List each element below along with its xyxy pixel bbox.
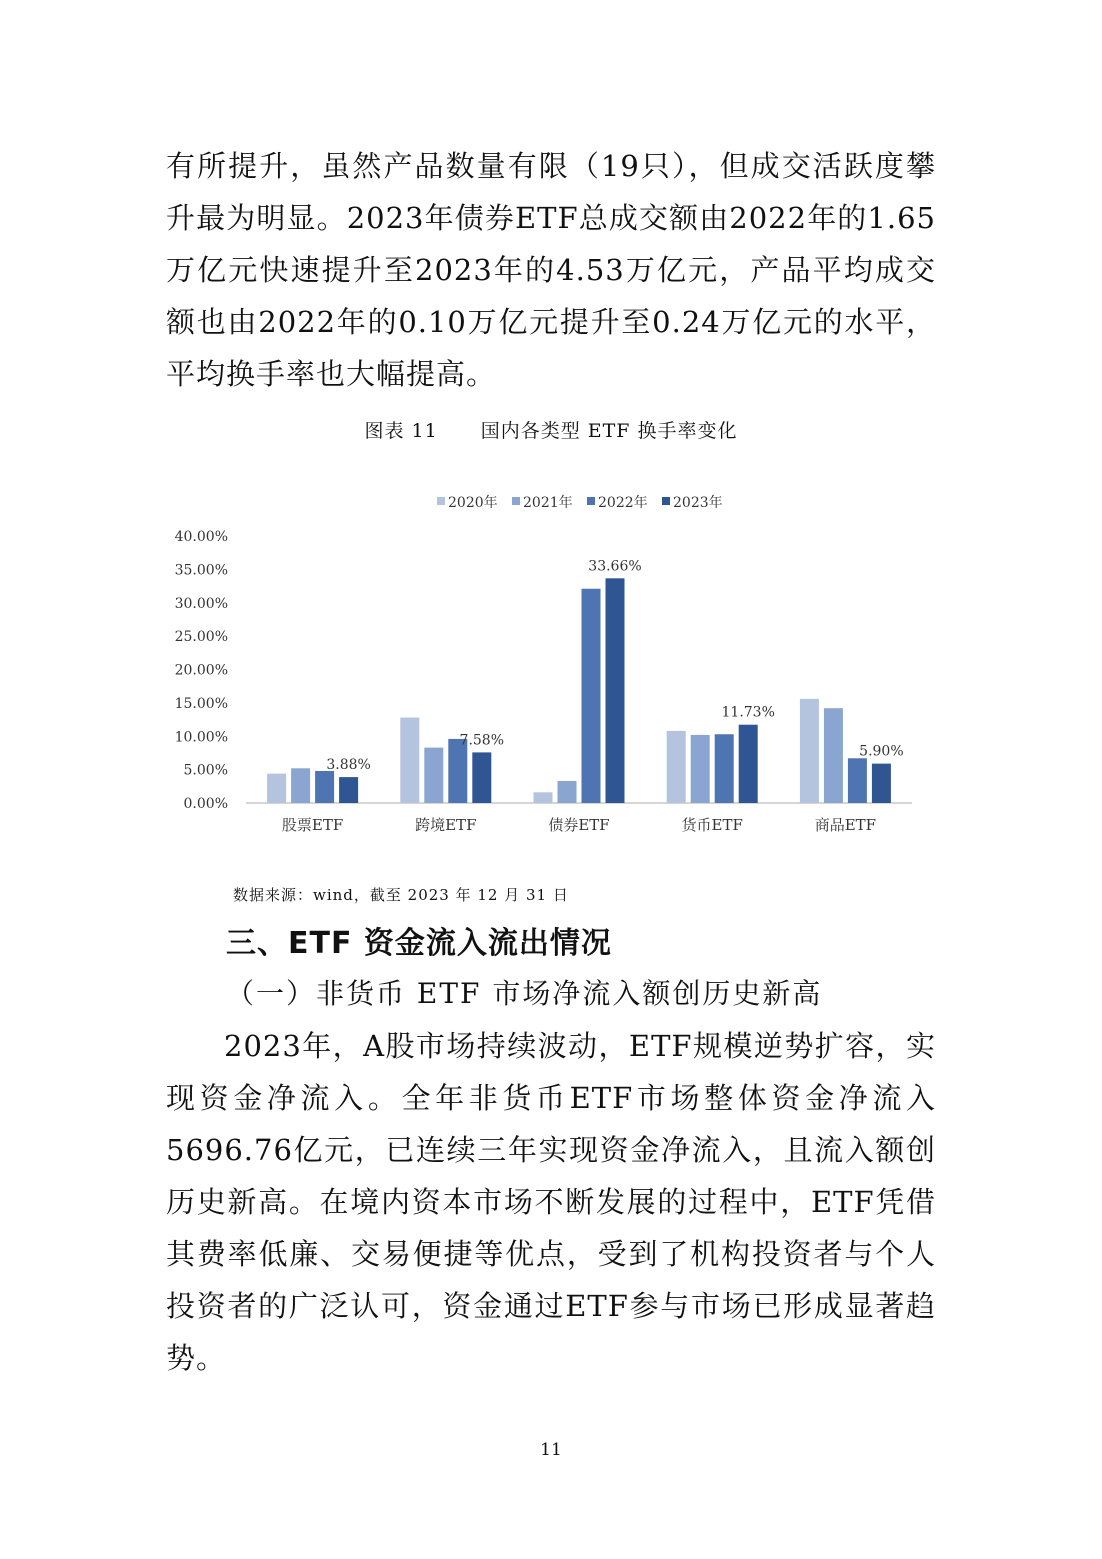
bar (872, 764, 891, 803)
turnover-bar-chart (160, 480, 930, 850)
data-label: 7.58% (459, 732, 505, 749)
page-number: 11 (540, 1440, 562, 1460)
bar (739, 725, 758, 803)
bar (534, 792, 553, 803)
body-paragraph-top: 有所提升，虽然产品数量有限（19只），但成交活跃度攀升最为明显。2023年债券ETF总成交额由2022年的1.65万亿元快速提升至2023年的4.53万亿元，产品平均成交额也由2022年的0.10万亿元提升至0.24万亿元的水平，平均换手率也大幅提高。 (166, 149, 936, 391)
y-tick-label: 40.00% (174, 529, 228, 545)
bar (715, 734, 734, 803)
x-category-label: 商品ETF (814, 816, 877, 834)
bar (472, 752, 491, 803)
bar (558, 781, 577, 803)
figure-label: 图表 11 (364, 420, 438, 442)
bar (400, 718, 419, 803)
bar (448, 739, 467, 803)
y-tick-label: 30.00% (174, 595, 228, 612)
legend-swatch (437, 497, 445, 505)
x-category-label: 跨境ETF (415, 816, 477, 834)
bar (291, 768, 310, 803)
y-tick-label: 15.00% (174, 695, 228, 712)
section-heading: 三、ETF 资金流入流出情况 (226, 926, 612, 961)
y-tick-label: 35.00% (174, 562, 228, 579)
data-label: 5.90% (859, 743, 904, 760)
y-tick-label: 25.00% (174, 629, 228, 646)
bar (315, 771, 334, 803)
bar (606, 578, 625, 803)
figure-caption (0, 416, 1102, 443)
bar (267, 774, 286, 803)
source-note: 数据来源：wind，截至 2023 年 12 月 31 日 (233, 886, 569, 904)
body-paragraph-bottom: 2023年，A股市场持续波动，ETF规模逆势扩容，实现资金净流入。全年非货币ETF市场整体资金净流入5696.76亿元，已连续三年实现资金净流入，且流入额创历史新高。在境内资本市场不断发展的过程中，ETF凭借其费率低廉、交易便捷等优点，受到了机构投资者与个人投资者的广泛认可，资金通过ETF参与市场已形成显著趋势。 (166, 1029, 936, 1375)
bar (824, 708, 843, 803)
subsection-heading: （一）非货币 ETF 市场净流入额创历史新高 (226, 977, 823, 1010)
data-label: 11.73% (721, 704, 775, 721)
y-tick-label: 10.00% (174, 729, 228, 746)
x-category-label: 货币ETF (681, 816, 743, 834)
y-tick-label: 0.00% (183, 796, 228, 812)
bar (582, 589, 601, 803)
bar (848, 758, 867, 803)
legend-label: 2023年 (673, 495, 723, 511)
legend-label: 2022年 (598, 495, 648, 511)
bar (667, 731, 686, 803)
bar (339, 777, 358, 803)
x-category-label: 股票ETF (281, 816, 344, 834)
legend-swatch (512, 497, 520, 505)
bar (424, 748, 443, 803)
data-label: 33.66% (588, 558, 642, 575)
y-tick-label: 5.00% (183, 762, 228, 779)
legend-swatch (587, 497, 595, 505)
x-category-label: 债券ETF (548, 816, 610, 834)
legend-label: 2021年 (523, 495, 573, 511)
legend-swatch (662, 497, 670, 505)
figure-title: 国内各类型 ETF 换手率变化 (480, 420, 738, 442)
bar (800, 699, 819, 803)
y-tick-label: 20.00% (174, 662, 228, 679)
bar (691, 735, 710, 803)
legend-label: 2020年 (448, 495, 498, 511)
data-label: 3.88% (326, 757, 371, 774)
